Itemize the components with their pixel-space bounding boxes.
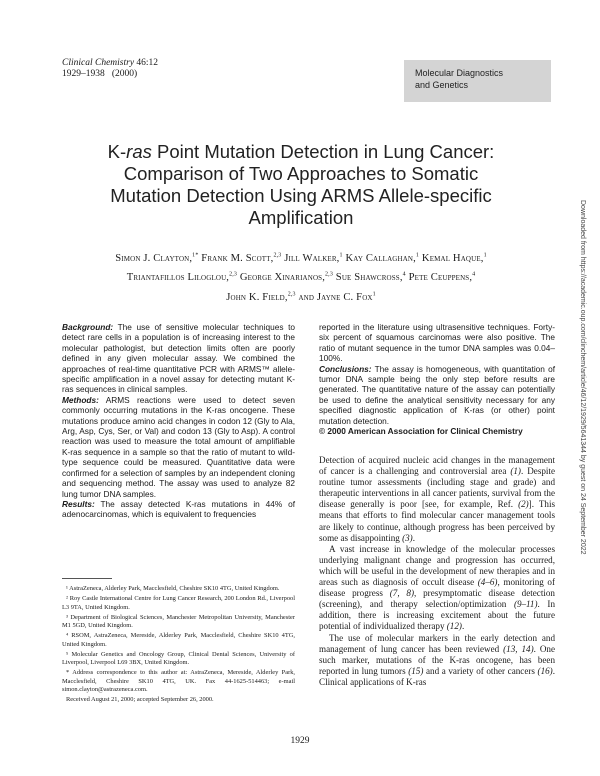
- author: Jill Walker,$^1$: [284, 252, 343, 264]
- abstract-methods-heading: Methods:: [62, 394, 99, 405]
- abstract-results-heading: Results:: [62, 498, 95, 509]
- title-line-2: Comparison of Two Approaches to Somatic: [123, 163, 479, 184]
- copyright: © 2000 American Association for Clinical Chemistry: [319, 426, 523, 437]
- author: Sue Shawcross,$^4$: [335, 271, 406, 284]
- abstract-left-column: [62, 322, 295, 520]
- author: Frank M. Scott,$^{2,3}$: [201, 252, 282, 264]
- title-line-4: Amplification: [248, 207, 354, 228]
- author: Triantafillos Liloglou,$^{2,3}$: [126, 271, 238, 284]
- author: Kay Callaghan,$^1$: [345, 252, 420, 264]
- section-line-1: Molecular Diagnostics: [415, 68, 504, 78]
- author: Kemal Haque,$^1$: [421, 252, 487, 264]
- journal-volume: 46:12: [136, 58, 159, 68]
- abstract-results-text-a: The assay detected K-ras mutations in 44% of adenocarcinomas, which is equivalent to frequencies: [62, 498, 296, 520]
- footnotes: [62, 585, 295, 706]
- title-line-1: K-ras Point Mutation Detection in Lung Cancer:: [107, 141, 495, 162]
- abstract-conclusions-text: The assay is homogeneous, with quantitation of tumor DNA sample being the only step before results are generated. The quantitative nature of the assay can potentially be used to define the analytical sensitivity necessary for any specified diagnostic application of K-ras (or other) point mutation detection.: [319, 363, 555, 426]
- abstract-methods-text: ARMS reactions were used to detect seven commonly occurring mutations in the K-ras oncogene. These mutations produce amino acid changes in codon 12 (Gly to Ala, Arg, Asp, Cys, Ser, or Val) and codon 13 (Gly to Asp). A control reaction was used to measure the total amount of amplifiable K-ras sequence in a sample so that the ratio of mutant to wild-type sequence could be measured. Quantitative data were confirmed for a selection of samples by an independent cloning and sequencing method. The assay was used to analyze 82 lung tumor DNA samples.: [62, 394, 295, 499]
- abstract-background-text: The use of sensitive molecular techniques to detect rare cells in a population is of increasing interest to the molecular pathologist, but detection limits often are poorly defined in any given molecular assay. We combined the approaches of real-time quantitative PCR with ARMS™ allele-specific amplification in a novel assay for detecting mutant K-ras sequences in clinical samples.: [62, 322, 295, 395]
- footnote-divider: [62, 578, 112, 579]
- journal-citation: [62, 58, 158, 80]
- footnote: ² Roy Castle International Centre for Lung Cancer Research, 200 London Rd., Liverpool L3 9TA, United Kingdom.: [62, 595, 295, 611]
- author: and Jayne C. Fox$^1$: [298, 291, 376, 303]
- section-label: [404, 60, 551, 102]
- author: Simon J. Clayton,$^{1*}$: [115, 252, 199, 264]
- journal-pages-year: 1929–1938 (2000): [62, 69, 138, 79]
- footnote: ¹ AstraZeneca, Alderley Park, Macclesfield, Cheshire SK10 4TG, United Kingdom.: [66, 585, 280, 592]
- journal-name: Clinical Chemistry: [62, 58, 135, 68]
- abstract-conclusions-heading: Conclusions:: [319, 363, 372, 374]
- author: George Xinarianos,$^{2,3}$: [239, 271, 333, 284]
- footnote: Received August 21, 2000; accepted September 26, 2000.: [66, 696, 214, 703]
- abstract-results-text-b: reported in the literature using ultrasensitive techniques. Forty-six percent of squamous carcinomas were also positive. The ratio of mutant sequence in the tumor DNA samples was 0.04–100%.: [319, 322, 555, 364]
- body-text: [319, 455, 555, 688]
- author: Pete Ceuppens,$^4$: [408, 271, 476, 284]
- author: John K. Field,$^{2,3}$: [226, 291, 296, 303]
- footnote: ³ Department of Biological Sciences, Manchester Metropolitan University, Manchester M1 5GD, United Kingdom.: [62, 613, 295, 629]
- footnote: * Address correspondence to this author at: AstraZeneca, Mereside, Alderley Park, Macclesfield, Cheshire SK10 4TG, UK. Fax 44-1625-514463; e-mail simon.clayton@astrazeneca.com.: [62, 669, 295, 693]
- abstract-right-column: [319, 322, 555, 436]
- section-line-2: and Genetics: [415, 80, 469, 90]
- author-list: [58, 247, 544, 306]
- footnote: ⁴ RSOM, AstraZeneca, Mereside, Alderley Park, Macclesfield, Cheshire SK10 4TG, United Kingdom.: [62, 632, 295, 648]
- abstract-background-heading: Background:: [62, 322, 114, 332]
- body-paragraph: Detection of acquired nucleic acid changes in the management of cancer is a challenging and controversial area (1). Despite routine tumor assessments (including stage and grade) and therapeutic interventions in all cancer patients, survival from the disease generally is poor [see, for example, Ref. (2)]. This means that efforts to find molecular cancer management tools are likely to continue, although progress has been perceived by some as disappointing (3).: [319, 455, 556, 543]
- article-title: [60, 141, 542, 229]
- download-watermark: Downloaded from https://academic.oup.com/clinchem/article/46/12/1929/5641344 by guest on 24 September 2022: [579, 200, 586, 555]
- body-paragraph: A vast increase in knowledge of the molecular processes underlying malignant change and progression has occurred, which will be useful in the development of new therapies and in areas such as diagnosis of occult disease (4–6), monitoring of disease progress (7, 8), presymptomatic disease detection (screening), and therapy selection/optimization (9–11). In addition, there is increasing excitement about the future potential of individualized therapy (12).: [319, 543, 556, 632]
- page-number: 1929: [290, 736, 310, 746]
- title-line-3: Mutation Detection Using ARMS Allele-specific: [110, 185, 492, 206]
- body-paragraph: The use of molecular markers in the early detection and management of lung cancer has been reviewed (13, 14). One such marker, mutations of the K-ras oncogene, has been reported in lung tumors (15) and a variety of other cancers (16). Clinical applications of K-ras: [319, 632, 555, 687]
- footnote: ⁵ Molecular Genetics and Oncology Group, Clinical Dental Sciences, University of Liverpool, Liverpool L69 3BX, United Kingdom.: [62, 650, 295, 666]
